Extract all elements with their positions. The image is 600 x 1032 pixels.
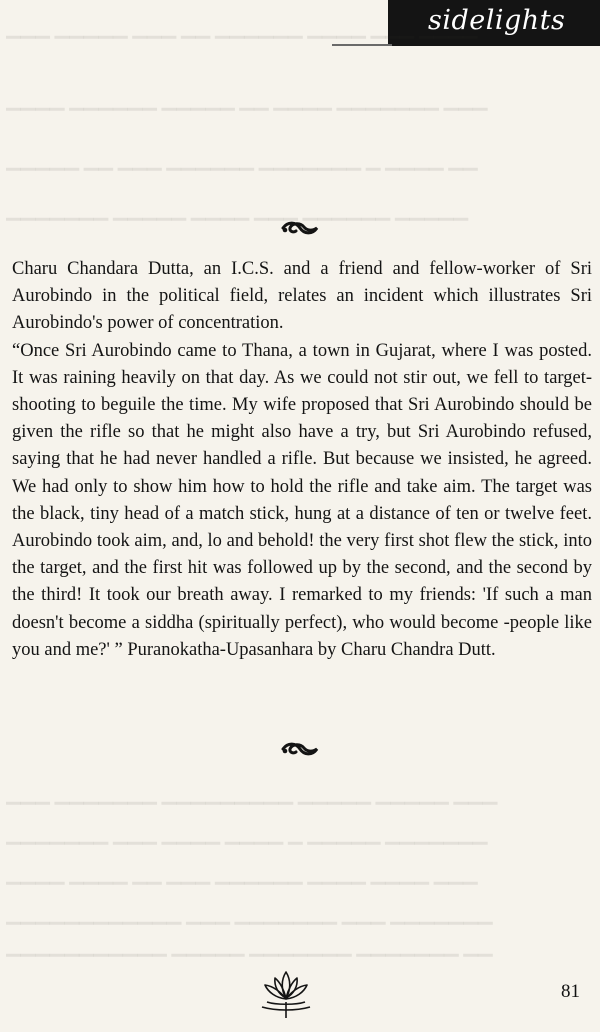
lotus-icon	[258, 968, 314, 1024]
swash-ornament-icon	[0, 740, 600, 764]
intro-paragraph: Charu Chandara Dutta, an I.C.S. and a friend and fellow-worker of Sri Aurobindo in the political field, relates an incident which illustrates Sri Aurobindo's power of concentration.	[12, 259, 592, 334]
swash-ornament-icon	[0, 219, 600, 243]
article-body	[12, 256, 592, 664]
section-label: sidelights	[428, 5, 566, 36]
quote-paragraph: “Once Sri Aurobindo came to Thana, a town in Gujarat, where I was posted. It was raining heavily on that day. As we could not stir out, we fell to target- shooting to beguile the time. My wife proposed that Sri Aurobindo should be given the rifle so that he might also have a try, but Sri Aurobindo refused, saying that he had never handled a rifle. But because we insisted, he agreed. We had only to show him how to hold the rifle and take aim. The target was the black, tiny head of a match stick, hung at a distance of ten or twelve feet. Aurobindo took aim, and, lo and behold! the very first shot flew the stick, into the target, and the first hit was followed up by the second, and the second by the third! It took our breath away. I remarked to my friends: 'If such a man doesn't become a siddha (spiritually perfect), who would become -people like you and me?' ” Puranokatha-Upasanhara by Charu Chandra Dutt.	[12, 340, 592, 660]
header-rule	[332, 44, 392, 46]
page-number: 81	[561, 981, 580, 1002]
